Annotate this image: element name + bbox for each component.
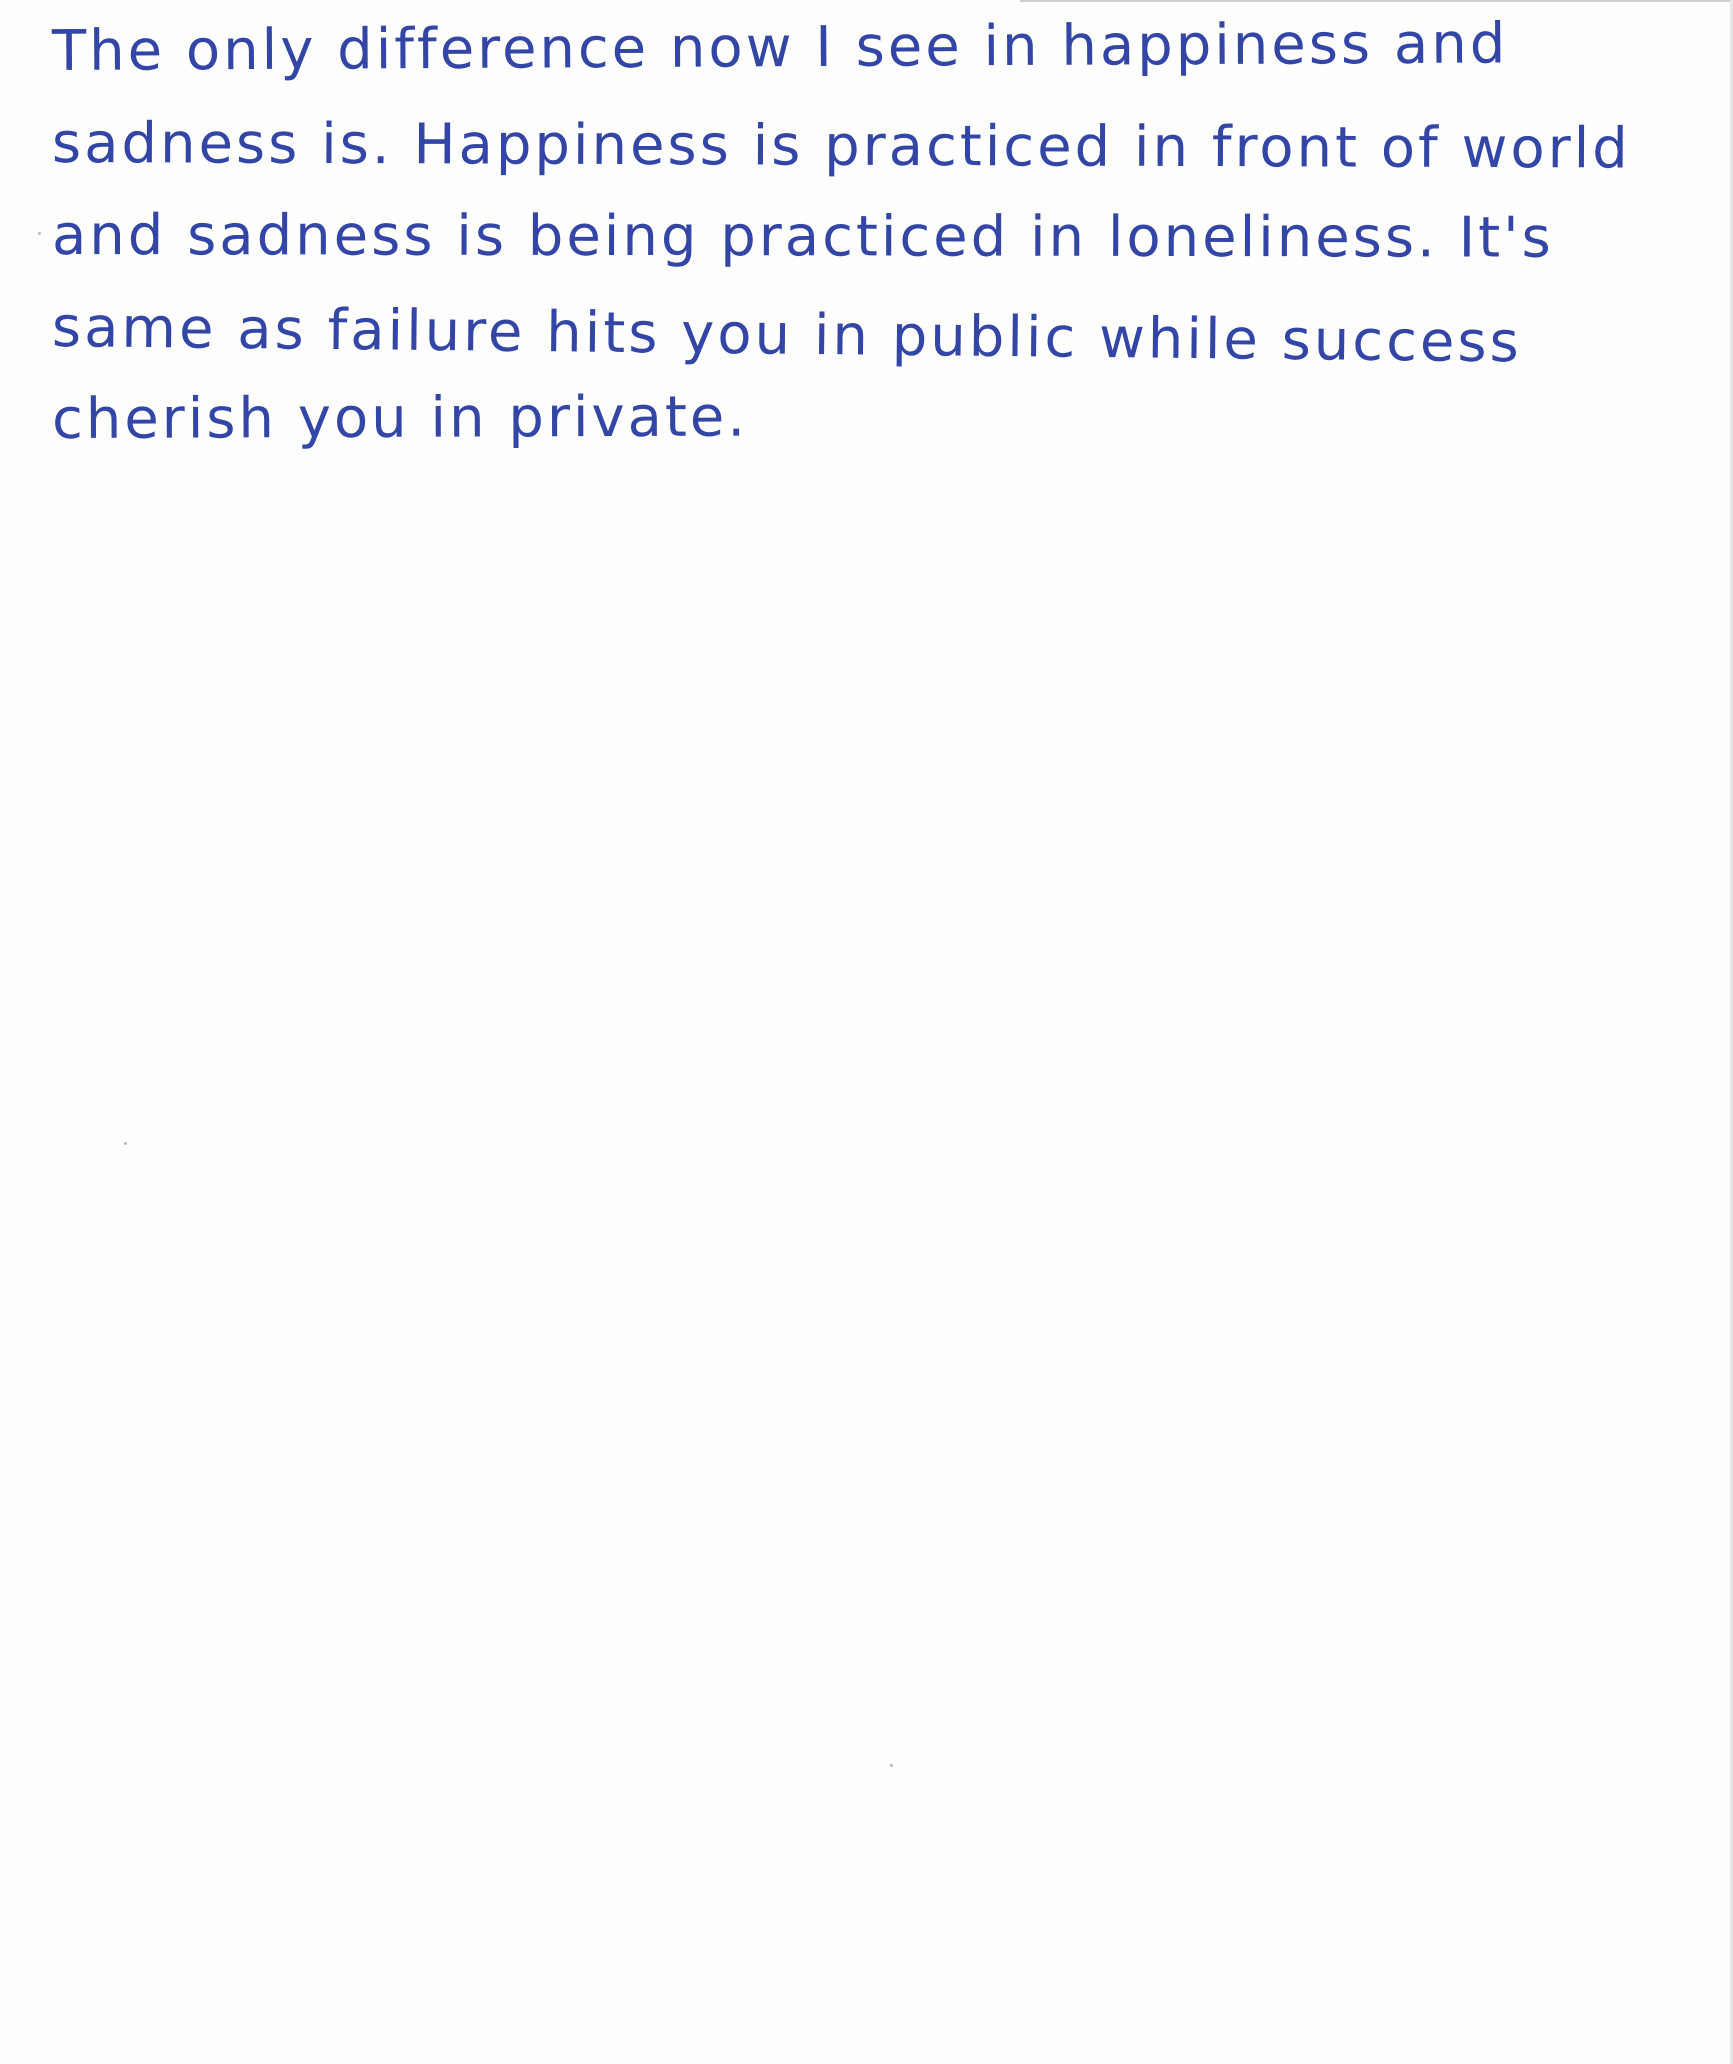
paper-speck <box>124 1142 127 1145</box>
handwritten-paragraph <box>52 6 1712 466</box>
handwritten-line: and sadness is being practiced in loneliness. It's <box>51 203 1554 271</box>
paper-speck <box>38 232 41 235</box>
handwritten-line: same as failure hits you in public while success <box>51 295 1523 376</box>
handwritten-line: sadness is. Happiness is practiced in front of world <box>51 111 1631 182</box>
handwritten-line: The only difference now I see in happiness and <box>51 11 1509 84</box>
paper-speck <box>890 1764 893 1767</box>
handwritten-line: cherish you in private. <box>51 384 749 452</box>
